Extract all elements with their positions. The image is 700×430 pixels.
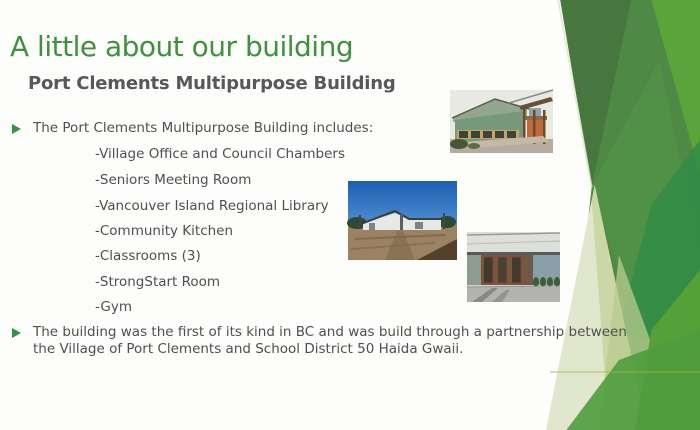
- sub-list-item: -Seniors Meeting Room: [95, 172, 252, 188]
- facet-decoration-graphic: [538, 0, 700, 430]
- bullet-item-partnership: [12, 324, 640, 358]
- slide-subtitle: Port Clements Multipurpose Building: [28, 73, 396, 94]
- sub-list-item: -Classrooms (3): [95, 248, 201, 264]
- slide-title: A little about our building: [10, 30, 354, 63]
- bullet-triangle-icon: [12, 328, 21, 338]
- bullet-item-includes: [12, 120, 412, 137]
- bullet-text: The Port Clements Multipurpose Building includes:: [33, 120, 374, 136]
- bullet-triangle-icon: [12, 124, 21, 134]
- sub-list-item: -StrongStart Room: [95, 274, 221, 290]
- sub-list-item: -Village Office and Council Chambers: [95, 146, 345, 162]
- sub-list-item: -Vancouver Island Regional Library: [95, 198, 329, 214]
- photo-timber-entrance: [462, 226, 562, 308]
- sub-list-item: -Community Kitchen: [95, 223, 234, 239]
- photo-building-blue-sky: [345, 177, 459, 262]
- sub-list-item: -Gym: [95, 299, 132, 315]
- bullet-text: The building was the first of its kind in BC and was build through a partnership between the Village of Port Clements and School District 50 Haida Gwaii.: [33, 324, 627, 357]
- photo-building-exterior: [443, 84, 558, 164]
